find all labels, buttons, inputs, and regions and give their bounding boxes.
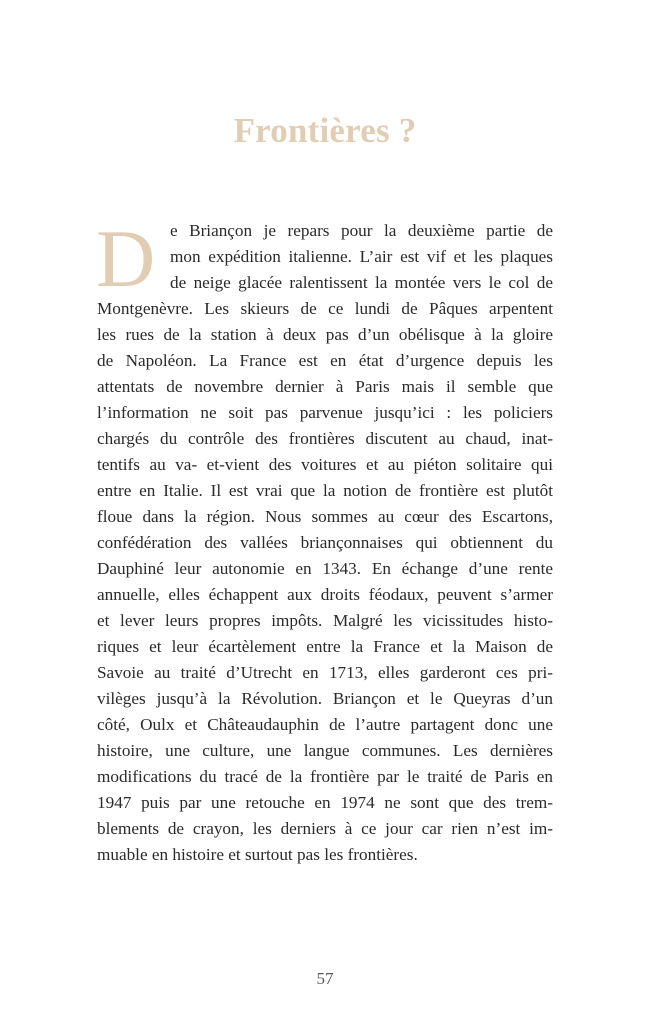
text-line: riques et leur écartèlement entre la France et la Maison de [97,637,553,656]
text-line: l’information ne soit pas parvenue jusqu’ici : les policiers [97,403,553,422]
text-line: annuelle, elles échappent aux droits féodaux, peuvent s’armer [97,585,553,604]
text-line: 1947 puis par une retouche en 1974 ne sont que des trem- [97,793,553,812]
text-line: mon expédition italienne. L’air est vif et les plaques [170,247,553,266]
text-line: Savoie au traité d’Utrecht en 1713, elles garderont ces pri- [97,663,553,682]
text-line: côté, Oulx et Châteaudauphin de l’autre partagent donc une [97,715,553,734]
text-line: et lever leurs propres impôts. Malgré les vicissitudes histo- [97,611,553,630]
text-line: Dauphiné leur autonomie en 1343. En échange d’une rente [97,559,553,578]
text-line: de Napoléon. La France est en état d’urgence depuis les [97,351,553,370]
text-line: confédération des vallées briançonnaises qui obtiennent du [97,533,553,552]
text-line: chargés du contrôle des frontières discutent au chaud, inat- [97,429,553,448]
body-paragraph [96,213,553,868]
text-line: e Briançon je repars pour la deuxième partie de [170,221,553,240]
page-title: Frontières ? [233,111,417,151]
text-line: modifications du tracé de la frontière par le traité de Paris en [97,767,553,786]
text-line: Montgenèvre. Les skieurs de ce lundi de Pâques arpentent [97,299,553,318]
text-line: histoire, une culture, une langue communes. Les dernières [97,741,553,760]
text-line: vilèges jusqu’à la Révolution. Briançon et le Queyras d’un [97,689,553,708]
text-line: entre en Italie. Il est vrai que la notion de frontière est plutôt [97,481,553,500]
drop-cap: D [96,213,156,304]
text-line: de neige glacée ralentissent la montée vers le col de [170,273,553,292]
text-line: floue dans la région. Nous sommes au cœur des Escartons, [97,507,553,526]
text-line: attentats de novembre dernier à Paris mais il semble que [97,377,553,396]
text-line: blements de crayon, les derniers à ce jour car rien n’est im- [97,819,553,838]
text-line: tentifs au va- et-vient des voitures et au piéton solitaire qui [97,455,553,474]
text-line: muable en histoire et surtout pas les frontières. [97,845,418,864]
text-line: les rues de la station à deux pas d’un obélisque à la gloire [97,325,553,344]
page-number: 57 [316,969,334,988]
